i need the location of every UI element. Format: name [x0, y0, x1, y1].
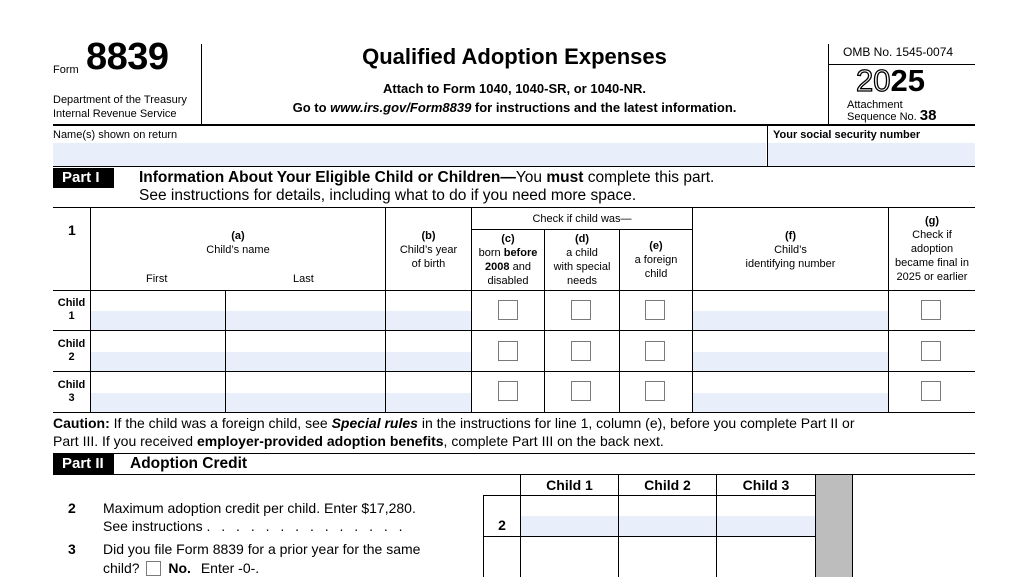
col-a-last: Last — [293, 273, 314, 285]
caution-employer-benefits: employer-provided adoption benefits — [196, 433, 444, 449]
child-3-first-name[interactable] — [91, 393, 225, 412]
name-field[interactable] — [53, 143, 766, 166]
col-f-line1: Child’s — [774, 244, 807, 256]
caution-t3: Part III. If you received — [53, 433, 197, 449]
part1-heading-t1: You — [515, 169, 547, 186]
child-3-label-word: Child — [57, 379, 86, 391]
col-e-header — [620, 239, 692, 281]
col-c-year: 2008 — [485, 261, 510, 273]
part1-tag: Part I — [53, 168, 114, 188]
col-f-header — [693, 229, 888, 271]
col-d-line2: with special — [553, 261, 611, 273]
caution-t2: in the instructions for line 1, column (e), before you complete Part II or — [417, 415, 855, 431]
shaded-column — [816, 475, 852, 577]
line-1-number: 1 — [68, 222, 76, 238]
col-d-line1: a child — [566, 247, 598, 259]
col-c-and: and — [509, 261, 531, 273]
col-g-line4: 2025 or earlier — [896, 271, 968, 283]
line-2-box-number: 2 — [498, 517, 506, 533]
line-3-text-1: Did you file Form 8839 for a prior year for the same — [103, 541, 421, 557]
caution-t1: If the child was a foreign child, see — [109, 415, 332, 431]
col-g-line2: adoption — [910, 243, 954, 255]
col-g-line1: Check if — [912, 229, 952, 241]
child-2-label-word: Child — [57, 338, 86, 350]
line-3-number: 3 — [68, 541, 76, 557]
child-2-birth-year[interactable] — [386, 352, 471, 371]
part1-heading — [139, 169, 714, 187]
col-a-label: Child’s name — [206, 244, 270, 256]
col-a-first: First — [146, 273, 168, 285]
attach-instruction: Attach to Form 1040, 1040-SR, or 1040-NR. — [383, 81, 646, 96]
col-c-line3: disabled — [487, 275, 529, 287]
col-c-born: born — [478, 247, 504, 259]
caution-line-2 — [53, 432, 664, 450]
part1-heading-must: must — [546, 169, 584, 186]
col-e-letter: (e) — [649, 240, 663, 252]
line-3-child-question: child? — [103, 560, 140, 576]
col-b-header — [386, 229, 471, 271]
child-3-foreign-checkbox[interactable] — [645, 381, 665, 401]
col-c-before: before — [503, 247, 538, 259]
col-a-header — [91, 229, 385, 257]
col-c-line1 — [472, 246, 544, 260]
child-1-birth-year[interactable] — [386, 311, 471, 330]
line-3-no-label: No. — [168, 560, 191, 576]
part2-heading: Adoption Credit — [130, 455, 248, 472]
child-1-foreign-checkbox[interactable] — [645, 300, 665, 320]
col-e-line2: child — [644, 268, 668, 280]
department-line: Department of the Treasury — [53, 94, 187, 106]
line-2-dots: . . . . . . . . . . . . . . — [206, 518, 407, 534]
col-b-letter: (b) — [421, 230, 436, 242]
child-1-first-name[interactable] — [91, 311, 225, 330]
child-2-disabled-checkbox[interactable] — [498, 341, 518, 361]
child-1-label-num: 1 — [68, 310, 75, 322]
col-c-line2 — [472, 260, 544, 274]
check-if-header: Check if child was— — [532, 213, 632, 225]
goto-prefix: Go to — [292, 100, 331, 115]
child-3-label — [53, 379, 90, 405]
child-3-label-num: 3 — [68, 392, 75, 404]
form-label: Form — [53, 64, 79, 76]
part1-subheading: See instructions for details, including what to do if you need more space. — [139, 187, 637, 204]
caution-special-rules: Special rules — [331, 415, 418, 431]
agency-line: Internal Revenue Service — [53, 108, 177, 120]
child-3-birth-year[interactable] — [386, 393, 471, 412]
omb-number: OMB No. 1545-0074 — [843, 45, 954, 59]
tax-year-suffix: 25 — [890, 63, 925, 98]
col-c-header — [472, 232, 544, 288]
child-1-label-word: Child — [57, 297, 86, 309]
child-2-special-needs-checkbox[interactable] — [571, 341, 591, 361]
sequence-number: 38 — [919, 107, 937, 124]
caution-label: Caution: — [53, 415, 110, 431]
child-2-label — [53, 338, 90, 364]
child-3-last-name[interactable] — [226, 393, 385, 412]
line-2-see-instructions: See instructions — [103, 518, 203, 534]
child-3-identifying-number[interactable] — [693, 393, 888, 412]
tax-year — [856, 63, 925, 99]
child-3-final-checkbox[interactable] — [921, 381, 941, 401]
instructions-url[interactable]: www.irs.gov/Form8839 — [330, 100, 472, 115]
line-3-no-checkbox[interactable] — [146, 561, 161, 576]
child-2-label-num: 2 — [68, 351, 75, 363]
col-d-letter: (d) — [574, 233, 590, 245]
ssn-label: Your social security number — [773, 129, 921, 141]
attachment-label: Attachment — [847, 99, 903, 111]
form-title: Qualified Adoption Expenses — [362, 44, 667, 69]
child-3-special-needs-checkbox[interactable] — [571, 381, 591, 401]
name-shown-label: Name(s) shown on return — [53, 129, 178, 141]
col-f-line2: identifying number — [745, 258, 836, 270]
child-1-last-name[interactable] — [226, 311, 385, 330]
col-child-3: Child 3 — [742, 477, 790, 493]
child-3-disabled-checkbox[interactable] — [498, 381, 518, 401]
part1-heading-t2: complete this part. — [583, 169, 715, 186]
col-g-letter: (g) — [924, 215, 940, 227]
col-d-line3: needs — [567, 275, 597, 287]
tax-year-prefix: 20 — [856, 63, 891, 98]
col-child-1: Child 1 — [546, 477, 593, 493]
col-b-line1: Child’s year — [399, 244, 458, 256]
form-number: 8839 — [86, 36, 169, 78]
instructions-link-line — [202, 100, 827, 115]
child-1-disabled-checkbox[interactable] — [498, 300, 518, 320]
part2-tag: Part II — [53, 454, 114, 474]
sequence-label: Sequence No. — [847, 111, 917, 123]
child-2-first-name[interactable] — [91, 352, 225, 371]
child-2-final-checkbox[interactable] — [921, 341, 941, 361]
col-g-header — [889, 214, 975, 284]
child-2-identifying-number[interactable] — [693, 352, 888, 371]
line-2-text-1: Maximum adoption credit per child. Enter $17,280. — [103, 500, 416, 516]
col-g-line3: became final in — [895, 257, 969, 269]
col-f-letter: (f) — [785, 230, 796, 242]
line-3-text-2 — [103, 558, 259, 577]
line-2-child-3-amount[interactable] — [717, 516, 815, 536]
col-b-line2: of birth — [411, 258, 446, 270]
col-child-2: Child 2 — [644, 477, 691, 493]
child-2-last-name[interactable] — [226, 352, 385, 371]
line-2-text-2 — [103, 517, 406, 535]
child-1-final-checkbox[interactable] — [921, 300, 941, 320]
line-2-child-2-amount[interactable] — [619, 516, 716, 536]
sequence-line — [847, 109, 936, 124]
child-1-special-needs-checkbox[interactable] — [571, 300, 591, 320]
child-1-label — [53, 297, 90, 323]
line-2-number: 2 — [68, 500, 76, 516]
caution-t4: , complete Part III on the back next. — [443, 433, 664, 449]
child-2-foreign-checkbox[interactable] — [645, 341, 665, 361]
caution-line-1 — [53, 414, 855, 432]
col-d-header — [545, 232, 619, 288]
line-3-enter-zero: Enter -0-. — [200, 560, 260, 576]
goto-suffix: for instructions and the latest information. — [471, 100, 737, 115]
col-e-line1: a foreign — [634, 254, 678, 266]
child-1-identifying-number[interactable] — [693, 311, 888, 330]
col-c-letter: (c) — [501, 233, 515, 245]
line-2-child-1-amount[interactable] — [521, 516, 618, 536]
col-a-letter: (a) — [231, 230, 245, 242]
ssn-field[interactable] — [768, 143, 975, 166]
part1-heading-bold: Information About Your Eligible Child or Children— — [139, 169, 516, 186]
